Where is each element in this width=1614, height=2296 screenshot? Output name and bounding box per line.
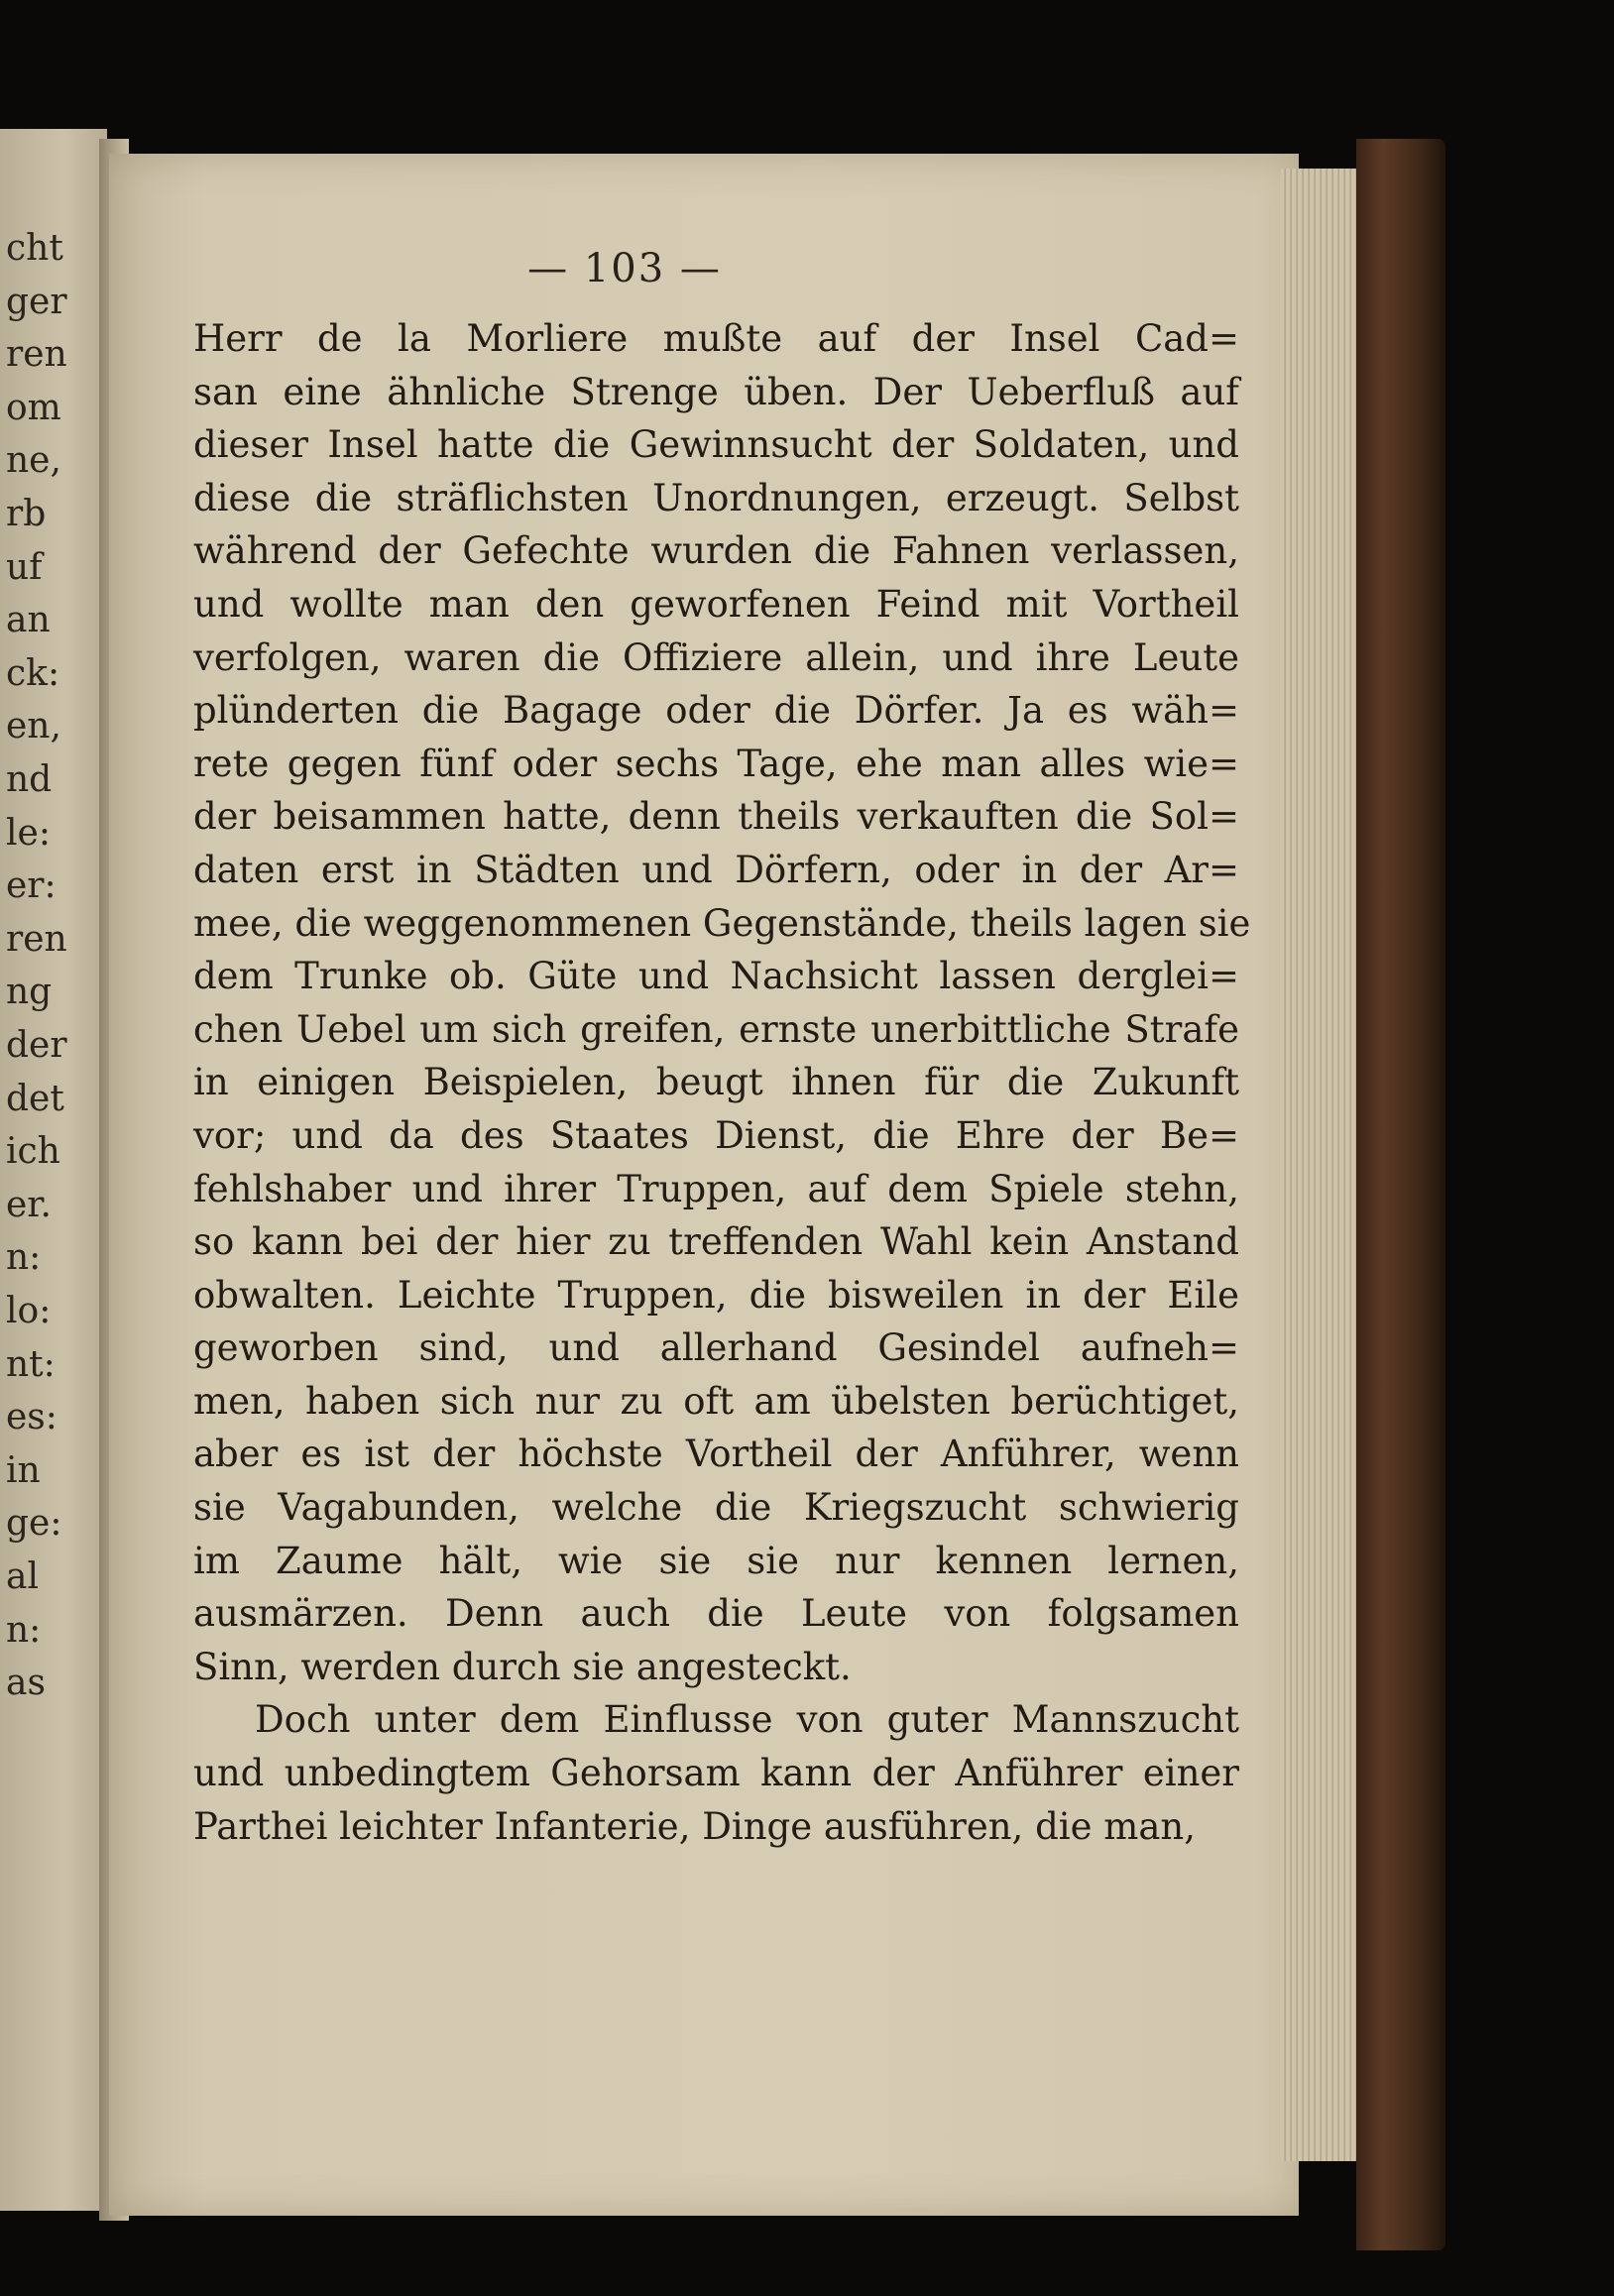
page-edges bbox=[1281, 169, 1360, 2161]
text-line: sie Vagabunden, welche die Kriegszucht schwierig bbox=[193, 1486, 1239, 1530]
left-page-line: nt: bbox=[6, 1343, 56, 1385]
text-line: plünderten die Bagage oder die Dörfer. Ja es wäh= bbox=[193, 689, 1239, 733]
text-line: rete gegen fünf oder sechs Tage, ehe man alles wie= bbox=[193, 742, 1239, 785]
page-number-header: — 103 — bbox=[527, 246, 722, 291]
text-line: chen Uebel um sich greifen, ernste unerbittliche Strafe bbox=[193, 1007, 1239, 1051]
text-line: dem Trunke ob. Güte und Nachsicht lassen derglei= bbox=[193, 955, 1239, 998]
body-text bbox=[193, 312, 1251, 1853]
text-line: und wollte man den geworfenen Feind mit Vortheil bbox=[193, 582, 1239, 626]
left-page-line: ich bbox=[6, 1131, 60, 1173]
left-page-line: in bbox=[6, 1449, 41, 1491]
left-page-line: en, bbox=[6, 706, 61, 747]
text-line: geworben sind, und allerhand Gesindel aufneh= bbox=[193, 1326, 1239, 1370]
left-page-line: es: bbox=[6, 1397, 58, 1438]
left-page-line: le: bbox=[6, 812, 51, 854]
left-page-line: cht bbox=[6, 228, 63, 269]
paragraph bbox=[193, 312, 1251, 1693]
text-line: ausmärzen. Denn auch die Leute von folgsamen bbox=[193, 1592, 1239, 1636]
left-page-line: ren bbox=[6, 334, 67, 376]
text-line: und unbedingtem Gehorsam kann der Anführer einer bbox=[193, 1752, 1239, 1795]
left-page-line: rb bbox=[6, 494, 47, 534]
previous-page-fragment bbox=[0, 129, 107, 2211]
paragraph bbox=[193, 1693, 1239, 1853]
left-page-line: uf bbox=[6, 546, 43, 588]
text-line: Sinn, werden durch sie angesteckt. bbox=[193, 1645, 852, 1688]
text-line: obwalten. Leichte Truppen, die bisweilen in der Eile bbox=[193, 1273, 1239, 1317]
left-page-line: n: bbox=[6, 1609, 42, 1651]
text-line: der beisammen hatte, denn theils verkauften die Sol= bbox=[193, 795, 1239, 839]
left-page-line: er. bbox=[6, 1184, 53, 1225]
text-line: diese die sträflichsten Unordnungen, erzeugt. Selbst bbox=[193, 476, 1239, 519]
left-page-line: om bbox=[6, 387, 61, 428]
text-line: Herr de la Morliere mußte auf der Insel Cad= bbox=[193, 317, 1239, 360]
left-page-line: der bbox=[6, 1025, 67, 1066]
left-page-line: ren bbox=[6, 918, 67, 960]
left-page-line: ne, bbox=[6, 440, 61, 482]
left-page-line: lo: bbox=[6, 1291, 52, 1331]
left-page-line: an bbox=[6, 600, 51, 641]
text-line: während der Gefechte wurden die Fahnen verlassen, bbox=[193, 529, 1239, 573]
text-line: mee, die weggenommenen Gegenstände, theils lagen sie bbox=[193, 901, 1251, 945]
left-page-line: det bbox=[6, 1078, 64, 1119]
left-page-line: ger bbox=[6, 281, 67, 322]
text-line: Parthei leichter Infanterie, Dinge ausführen, die man, bbox=[193, 1804, 1196, 1848]
text-line: san eine ähnliche Strenge üben. Der Ueberfluß auf bbox=[193, 370, 1239, 413]
text-line: vor; und da des Staates Dienst, die Ehre der Be= bbox=[193, 1113, 1239, 1157]
left-page-line: er: bbox=[6, 865, 57, 907]
text-line: so kann bei der hier zu treffenden Wahl kein Anstand bbox=[193, 1220, 1239, 1264]
left-page-line: al bbox=[6, 1556, 39, 1597]
left-page-line: ge: bbox=[6, 1503, 62, 1545]
text-line: daten erst in Städten und Dörfern, oder in der Ar= bbox=[193, 848, 1239, 891]
left-page-line: ck: bbox=[6, 652, 60, 694]
text-line: in einigen Beispielen, beugt ihnen für die Zukunft bbox=[193, 1061, 1239, 1104]
text-line: dieser Insel hatte die Gewinnsucht der Soldaten, und bbox=[193, 423, 1239, 467]
text-line: verfolgen, waren die Offiziere allein, und ihre Leute bbox=[193, 635, 1239, 679]
left-page-line: n: bbox=[6, 1237, 42, 1279]
book-cover bbox=[1356, 139, 1445, 2250]
text-line: Doch unter dem Einflusse von guter Mannszucht bbox=[255, 1698, 1239, 1742]
left-page-line: nd bbox=[6, 759, 53, 800]
text-line: aber es ist der höchste Vortheil der Anführer, wenn bbox=[193, 1433, 1239, 1476]
text-line: fehlshaber und ihrer Truppen, auf dem Spiele stehn, bbox=[193, 1167, 1239, 1210]
text-line: men, haben sich nur zu oft am übelsten berüchtiget, bbox=[193, 1379, 1239, 1423]
left-page-line: ng bbox=[6, 972, 53, 1013]
left-page-line: as bbox=[6, 1663, 46, 1704]
text-line: im Zaume hält, wie sie sie nur kennen lernen, bbox=[193, 1539, 1239, 1582]
